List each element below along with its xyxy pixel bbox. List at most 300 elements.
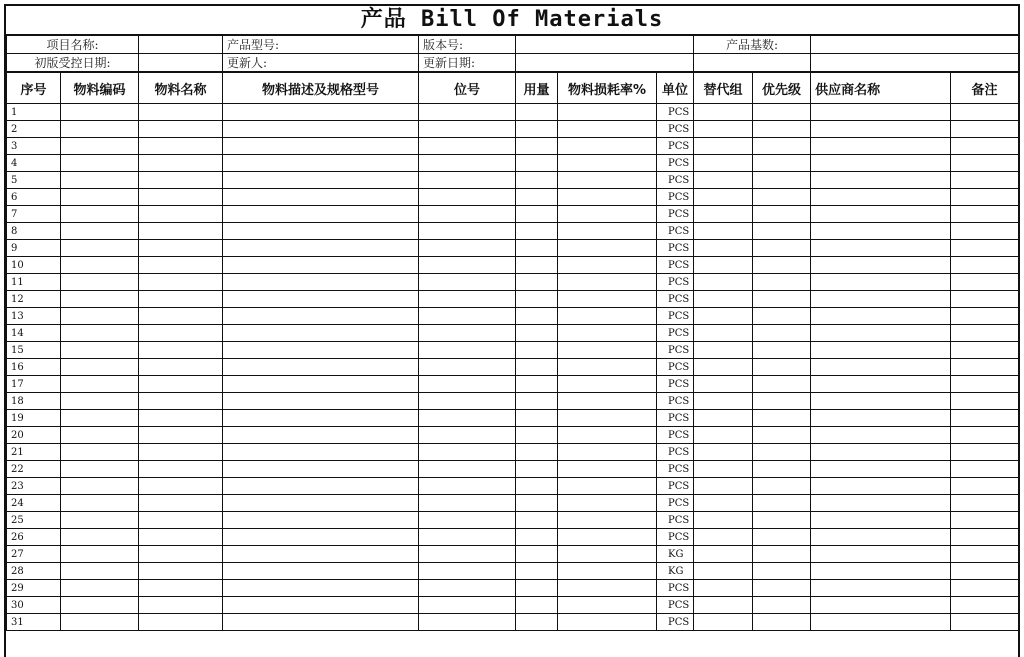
alt-group-cell[interactable] (694, 121, 753, 138)
alt-group-cell[interactable] (694, 478, 753, 495)
position-cell[interactable] (419, 121, 516, 138)
position-cell[interactable] (419, 291, 516, 308)
supplier-cell[interactable] (811, 206, 951, 223)
quantity-cell[interactable] (516, 257, 558, 274)
priority-cell[interactable] (753, 342, 811, 359)
material-code-cell[interactable] (61, 138, 139, 155)
supplier-cell[interactable] (811, 410, 951, 427)
quantity-cell[interactable] (516, 614, 558, 631)
alt-group-cell[interactable] (694, 614, 753, 631)
quantity-cell[interactable] (516, 325, 558, 342)
material-code-cell[interactable] (61, 257, 139, 274)
priority-cell[interactable] (753, 410, 811, 427)
description-cell[interactable] (223, 257, 419, 274)
description-cell[interactable] (223, 189, 419, 206)
quantity-cell[interactable] (516, 308, 558, 325)
unit-cell[interactable]: PCS (657, 478, 694, 495)
material-code-cell[interactable] (61, 427, 139, 444)
remarks-cell[interactable] (951, 172, 1019, 189)
unit-cell[interactable]: PCS (657, 291, 694, 308)
material-name-cell[interactable] (139, 308, 223, 325)
priority-cell[interactable] (753, 206, 811, 223)
supplier-cell[interactable] (811, 155, 951, 172)
description-cell[interactable] (223, 512, 419, 529)
supplier-cell[interactable] (811, 257, 951, 274)
alt-group-cell[interactable] (694, 291, 753, 308)
alt-group-cell[interactable] (694, 546, 753, 563)
priority-cell[interactable] (753, 597, 811, 614)
description-cell[interactable] (223, 121, 419, 138)
description-cell[interactable] (223, 138, 419, 155)
alt-group-cell[interactable] (694, 342, 753, 359)
alt-group-cell[interactable] (694, 325, 753, 342)
priority-cell[interactable] (753, 427, 811, 444)
material-name-cell[interactable] (139, 427, 223, 444)
description-cell[interactable] (223, 291, 419, 308)
unit-cell[interactable]: PCS (657, 427, 694, 444)
loss-rate-cell[interactable] (558, 104, 657, 121)
loss-rate-cell[interactable] (558, 342, 657, 359)
remarks-cell[interactable] (951, 291, 1019, 308)
priority-cell[interactable] (753, 274, 811, 291)
quantity-cell[interactable] (516, 376, 558, 393)
position-cell[interactable] (419, 427, 516, 444)
remarks-cell[interactable] (951, 121, 1019, 138)
position-cell[interactable] (419, 614, 516, 631)
supplier-cell[interactable] (811, 529, 951, 546)
unit-cell[interactable]: PCS (657, 240, 694, 257)
quantity-cell[interactable] (516, 563, 558, 580)
loss-rate-cell[interactable] (558, 325, 657, 342)
position-cell[interactable] (419, 563, 516, 580)
priority-cell[interactable] (753, 614, 811, 631)
material-code-cell[interactable] (61, 359, 139, 376)
quantity-cell[interactable] (516, 546, 558, 563)
alt-group-cell[interactable] (694, 359, 753, 376)
material-code-cell[interactable] (61, 240, 139, 257)
remarks-cell[interactable] (951, 359, 1019, 376)
position-cell[interactable] (419, 342, 516, 359)
alt-group-cell[interactable] (694, 223, 753, 240)
material-name-cell[interactable] (139, 342, 223, 359)
description-cell[interactable] (223, 427, 419, 444)
supplier-cell[interactable] (811, 580, 951, 597)
priority-cell[interactable] (753, 461, 811, 478)
material-name-cell[interactable] (139, 563, 223, 580)
description-cell[interactable] (223, 444, 419, 461)
description-cell[interactable] (223, 461, 419, 478)
position-cell[interactable] (419, 206, 516, 223)
alt-group-cell[interactable] (694, 512, 753, 529)
alt-group-cell[interactable] (694, 138, 753, 155)
material-name-cell[interactable] (139, 529, 223, 546)
description-cell[interactable] (223, 104, 419, 121)
loss-rate-cell[interactable] (558, 155, 657, 172)
description-cell[interactable] (223, 546, 419, 563)
loss-rate-cell[interactable] (558, 563, 657, 580)
unit-cell[interactable]: PCS (657, 580, 694, 597)
quantity-cell[interactable] (516, 342, 558, 359)
remarks-cell[interactable] (951, 529, 1019, 546)
material-name-cell[interactable] (139, 461, 223, 478)
loss-rate-cell[interactable] (558, 461, 657, 478)
remarks-cell[interactable] (951, 206, 1019, 223)
material-code-cell[interactable] (61, 172, 139, 189)
quantity-cell[interactable] (516, 444, 558, 461)
alt-group-cell[interactable] (694, 206, 753, 223)
description-cell[interactable] (223, 155, 419, 172)
unit-cell[interactable]: PCS (657, 376, 694, 393)
remarks-cell[interactable] (951, 546, 1019, 563)
material-code-cell[interactable] (61, 461, 139, 478)
material-name-cell[interactable] (139, 172, 223, 189)
alt-group-cell[interactable] (694, 155, 753, 172)
loss-rate-cell[interactable] (558, 274, 657, 291)
remarks-cell[interactable] (951, 580, 1019, 597)
remarks-cell[interactable] (951, 597, 1019, 614)
material-code-cell[interactable] (61, 512, 139, 529)
material-name-cell[interactable] (139, 580, 223, 597)
material-code-cell[interactable] (61, 325, 139, 342)
position-cell[interactable] (419, 529, 516, 546)
alt-group-cell[interactable] (694, 393, 753, 410)
loss-rate-cell[interactable] (558, 206, 657, 223)
material-code-cell[interactable] (61, 614, 139, 631)
description-cell[interactable] (223, 359, 419, 376)
material-name-cell[interactable] (139, 444, 223, 461)
description-cell[interactable] (223, 393, 419, 410)
quantity-cell[interactable] (516, 393, 558, 410)
unit-cell[interactable]: PCS (657, 461, 694, 478)
material-code-cell[interactable] (61, 580, 139, 597)
position-cell[interactable] (419, 410, 516, 427)
priority-cell[interactable] (753, 563, 811, 580)
priority-cell[interactable] (753, 546, 811, 563)
remarks-cell[interactable] (951, 376, 1019, 393)
remarks-cell[interactable] (951, 138, 1019, 155)
loss-rate-cell[interactable] (558, 223, 657, 240)
position-cell[interactable] (419, 155, 516, 172)
material-name-cell[interactable] (139, 325, 223, 342)
priority-cell[interactable] (753, 257, 811, 274)
alt-group-cell[interactable] (694, 410, 753, 427)
unit-cell[interactable]: PCS (657, 206, 694, 223)
loss-rate-cell[interactable] (558, 444, 657, 461)
priority-cell[interactable] (753, 495, 811, 512)
supplier-cell[interactable] (811, 461, 951, 478)
unit-cell[interactable]: PCS (657, 495, 694, 512)
material-code-cell[interactable] (61, 478, 139, 495)
position-cell[interactable] (419, 257, 516, 274)
material-code-cell[interactable] (61, 342, 139, 359)
quantity-cell[interactable] (516, 529, 558, 546)
unit-cell[interactable]: PCS (657, 223, 694, 240)
loss-rate-cell[interactable] (558, 478, 657, 495)
position-cell[interactable] (419, 359, 516, 376)
position-cell[interactable] (419, 580, 516, 597)
loss-rate-cell[interactable] (558, 257, 657, 274)
material-code-cell[interactable] (61, 155, 139, 172)
remarks-cell[interactable] (951, 325, 1019, 342)
supplier-cell[interactable] (811, 223, 951, 240)
product-base-value[interactable] (811, 36, 1019, 54)
supplier-cell[interactable] (811, 376, 951, 393)
unit-cell[interactable]: PCS (657, 325, 694, 342)
priority-cell[interactable] (753, 172, 811, 189)
supplier-cell[interactable] (811, 308, 951, 325)
supplier-cell[interactable] (811, 478, 951, 495)
material-code-cell[interactable] (61, 563, 139, 580)
material-code-cell[interactable] (61, 444, 139, 461)
unit-cell[interactable]: PCS (657, 614, 694, 631)
unit-cell[interactable]: KG (657, 546, 694, 563)
material-name-cell[interactable] (139, 189, 223, 206)
unit-cell[interactable]: PCS (657, 104, 694, 121)
quantity-cell[interactable] (516, 155, 558, 172)
loss-rate-cell[interactable] (558, 529, 657, 546)
loss-rate-cell[interactable] (558, 580, 657, 597)
priority-cell[interactable] (753, 444, 811, 461)
description-cell[interactable] (223, 325, 419, 342)
position-cell[interactable] (419, 444, 516, 461)
alt-group-cell[interactable] (694, 240, 753, 257)
priority-cell[interactable] (753, 393, 811, 410)
loss-rate-cell[interactable] (558, 512, 657, 529)
quantity-cell[interactable] (516, 138, 558, 155)
supplier-cell[interactable] (811, 138, 951, 155)
supplier-cell[interactable] (811, 597, 951, 614)
supplier-cell[interactable] (811, 512, 951, 529)
unit-cell[interactable]: PCS (657, 393, 694, 410)
priority-cell[interactable] (753, 580, 811, 597)
material-name-cell[interactable] (139, 206, 223, 223)
material-code-cell[interactable] (61, 291, 139, 308)
alt-group-cell[interactable] (694, 444, 753, 461)
alt-group-cell[interactable] (694, 529, 753, 546)
quantity-cell[interactable] (516, 410, 558, 427)
material-code-cell[interactable] (61, 546, 139, 563)
loss-rate-cell[interactable] (558, 410, 657, 427)
position-cell[interactable] (419, 172, 516, 189)
version-value[interactable] (516, 36, 694, 54)
material-name-cell[interactable] (139, 274, 223, 291)
loss-rate-cell[interactable] (558, 291, 657, 308)
description-cell[interactable] (223, 206, 419, 223)
quantity-cell[interactable] (516, 274, 558, 291)
alt-group-cell[interactable] (694, 597, 753, 614)
unit-cell[interactable]: PCS (657, 359, 694, 376)
priority-cell[interactable] (753, 240, 811, 257)
unit-cell[interactable]: PCS (657, 257, 694, 274)
alt-group-cell[interactable] (694, 495, 753, 512)
position-cell[interactable] (419, 478, 516, 495)
quantity-cell[interactable] (516, 240, 558, 257)
supplier-cell[interactable] (811, 495, 951, 512)
loss-rate-cell[interactable] (558, 393, 657, 410)
quantity-cell[interactable] (516, 121, 558, 138)
loss-rate-cell[interactable] (558, 614, 657, 631)
alt-group-cell[interactable] (694, 308, 753, 325)
remarks-cell[interactable] (951, 495, 1019, 512)
quantity-cell[interactable] (516, 512, 558, 529)
material-name-cell[interactable] (139, 240, 223, 257)
first-control-date-value[interactable] (139, 54, 223, 73)
unit-cell[interactable]: PCS (657, 342, 694, 359)
position-cell[interactable] (419, 495, 516, 512)
description-cell[interactable] (223, 478, 419, 495)
unit-cell[interactable]: PCS (657, 410, 694, 427)
description-cell[interactable] (223, 410, 419, 427)
quantity-cell[interactable] (516, 206, 558, 223)
supplier-cell[interactable] (811, 274, 951, 291)
alt-group-cell[interactable] (694, 274, 753, 291)
remarks-cell[interactable] (951, 342, 1019, 359)
alt-group-cell[interactable] (694, 172, 753, 189)
remarks-cell[interactable] (951, 427, 1019, 444)
loss-rate-cell[interactable] (558, 172, 657, 189)
priority-cell[interactable] (753, 291, 811, 308)
material-code-cell[interactable] (61, 274, 139, 291)
remarks-cell[interactable] (951, 444, 1019, 461)
remarks-cell[interactable] (951, 512, 1019, 529)
material-name-cell[interactable] (139, 614, 223, 631)
position-cell[interactable] (419, 461, 516, 478)
quantity-cell[interactable] (516, 359, 558, 376)
loss-rate-cell[interactable] (558, 427, 657, 444)
material-code-cell[interactable] (61, 495, 139, 512)
position-cell[interactable] (419, 274, 516, 291)
remarks-cell[interactable] (951, 461, 1019, 478)
priority-cell[interactable] (753, 478, 811, 495)
priority-cell[interactable] (753, 359, 811, 376)
position-cell[interactable] (419, 325, 516, 342)
unit-cell[interactable]: PCS (657, 274, 694, 291)
position-cell[interactable] (419, 393, 516, 410)
unit-cell[interactable]: PCS (657, 597, 694, 614)
supplier-cell[interactable] (811, 291, 951, 308)
description-cell[interactable] (223, 495, 419, 512)
unit-cell[interactable]: PCS (657, 444, 694, 461)
position-cell[interactable] (419, 189, 516, 206)
priority-cell[interactable] (753, 529, 811, 546)
unit-cell[interactable]: PCS (657, 529, 694, 546)
description-cell[interactable] (223, 529, 419, 546)
material-name-cell[interactable] (139, 155, 223, 172)
supplier-cell[interactable] (811, 240, 951, 257)
position-cell[interactable] (419, 104, 516, 121)
quantity-cell[interactable] (516, 104, 558, 121)
priority-cell[interactable] (753, 121, 811, 138)
material-name-cell[interactable] (139, 223, 223, 240)
material-code-cell[interactable] (61, 393, 139, 410)
supplier-cell[interactable] (811, 563, 951, 580)
remarks-cell[interactable] (951, 257, 1019, 274)
alt-group-cell[interactable] (694, 461, 753, 478)
loss-rate-cell[interactable] (558, 597, 657, 614)
remarks-cell[interactable] (951, 478, 1019, 495)
material-code-cell[interactable] (61, 529, 139, 546)
remarks-cell[interactable] (951, 104, 1019, 121)
quantity-cell[interactable] (516, 189, 558, 206)
supplier-cell[interactable] (811, 342, 951, 359)
supplier-cell[interactable] (811, 427, 951, 444)
quantity-cell[interactable] (516, 580, 558, 597)
description-cell[interactable] (223, 597, 419, 614)
material-name-cell[interactable] (139, 104, 223, 121)
priority-cell[interactable] (753, 512, 811, 529)
quantity-cell[interactable] (516, 172, 558, 189)
material-name-cell[interactable] (139, 597, 223, 614)
supplier-cell[interactable] (811, 189, 951, 206)
alt-group-cell[interactable] (694, 257, 753, 274)
material-code-cell[interactable] (61, 376, 139, 393)
alt-group-cell[interactable] (694, 104, 753, 121)
material-name-cell[interactable] (139, 495, 223, 512)
position-cell[interactable] (419, 376, 516, 393)
loss-rate-cell[interactable] (558, 189, 657, 206)
loss-rate-cell[interactable] (558, 359, 657, 376)
alt-group-cell[interactable] (694, 563, 753, 580)
quantity-cell[interactable] (516, 223, 558, 240)
priority-cell[interactable] (753, 104, 811, 121)
material-code-cell[interactable] (61, 206, 139, 223)
project-name-value[interactable] (139, 36, 223, 54)
unit-cell[interactable]: PCS (657, 138, 694, 155)
remarks-cell[interactable] (951, 614, 1019, 631)
alt-group-cell[interactable] (694, 376, 753, 393)
description-cell[interactable] (223, 240, 419, 257)
material-name-cell[interactable] (139, 291, 223, 308)
quantity-cell[interactable] (516, 461, 558, 478)
position-cell[interactable] (419, 597, 516, 614)
loss-rate-cell[interactable] (558, 376, 657, 393)
material-code-cell[interactable] (61, 104, 139, 121)
description-cell[interactable] (223, 376, 419, 393)
material-name-cell[interactable] (139, 393, 223, 410)
loss-rate-cell[interactable] (558, 138, 657, 155)
description-cell[interactable] (223, 308, 419, 325)
remarks-cell[interactable] (951, 223, 1019, 240)
supplier-cell[interactable] (811, 172, 951, 189)
supplier-cell[interactable] (811, 121, 951, 138)
alt-group-cell[interactable] (694, 427, 753, 444)
material-code-cell[interactable] (61, 189, 139, 206)
position-cell[interactable] (419, 546, 516, 563)
position-cell[interactable] (419, 240, 516, 257)
description-cell[interactable] (223, 274, 419, 291)
supplier-cell[interactable] (811, 546, 951, 563)
material-name-cell[interactable] (139, 359, 223, 376)
material-name-cell[interactable] (139, 257, 223, 274)
priority-cell[interactable] (753, 376, 811, 393)
material-code-cell[interactable] (61, 410, 139, 427)
alt-group-cell[interactable] (694, 189, 753, 206)
material-name-cell[interactable] (139, 410, 223, 427)
remarks-cell[interactable] (951, 563, 1019, 580)
remarks-cell[interactable] (951, 274, 1019, 291)
unit-cell[interactable]: KG (657, 563, 694, 580)
loss-rate-cell[interactable] (558, 240, 657, 257)
description-cell[interactable] (223, 172, 419, 189)
supplier-cell[interactable] (811, 614, 951, 631)
update-date-value[interactable] (516, 54, 694, 73)
quantity-cell[interactable] (516, 478, 558, 495)
description-cell[interactable] (223, 342, 419, 359)
priority-cell[interactable] (753, 138, 811, 155)
remarks-cell[interactable] (951, 410, 1019, 427)
quantity-cell[interactable] (516, 597, 558, 614)
remarks-cell[interactable] (951, 393, 1019, 410)
